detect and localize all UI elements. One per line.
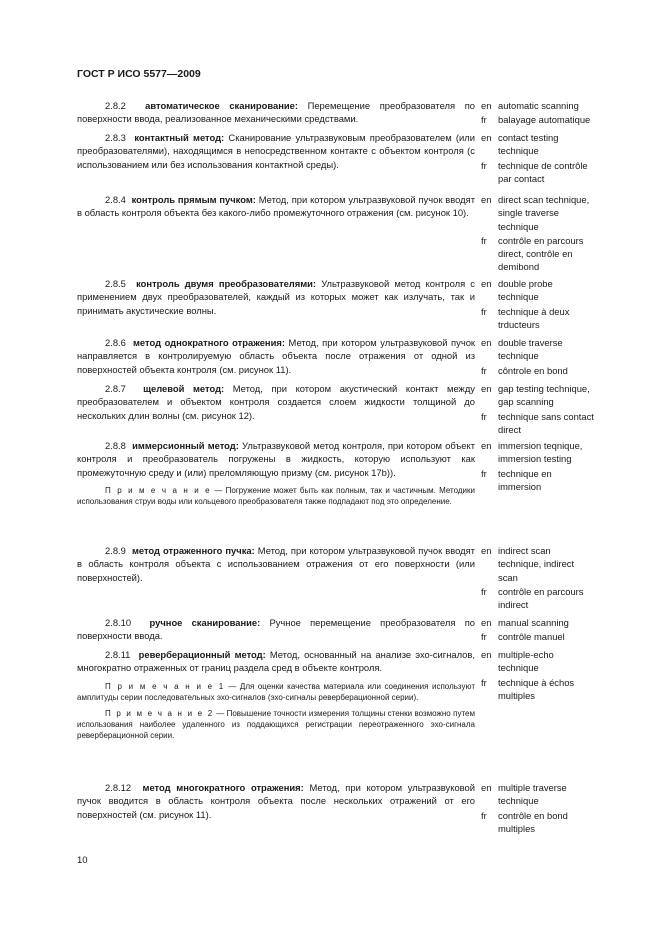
- entry-2-8-8: 2.8.8 иммерсионный метод: Ультразвуковой метод контроля, при котором объект контроля и преобразователь погружены в жидкость, которую используют как промежуточную среду и (или) преломляющую призму (см. рисунок 17b)). П р и м е ч а н и е — Погружение может быть как полным, так и частичным. Методики использования струи воды или кольцевого преобразователя также подпадают под это определение.: [77, 440, 475, 507]
- translations-2-8-2: en automatic scanning fr balayage automatique: [481, 100, 591, 126]
- term: ручное сканирование:: [149, 617, 261, 628]
- term: автоматическое сканирование:: [145, 100, 298, 111]
- entry-2-8-11: 2.8.11 реверберационный метод: Метод, основанный на анализе эхо-сигналов, многократно отраженных от границ раздела сред в объекте контроля. П р и м е ч а н и е 1 — Для оценки качества материала или соединения используют амплитуды серии последовательных эхо-сигналов (эхо-сигналы реверберационной серии). П р и м е ч а н и е 2 — Повышение точности измерения толщины стенки возможно путем использования наиболее удаленного из поддающихся регистрации переотраженного эхо-сигнала реверберационной серии.: [77, 649, 475, 741]
- entry-2-8-12: 2.8.12 метод многократного отражения: Метод, при котором ультразвуковой пучок вводится в область контроля объекта после нескольких отражений от его поверхностей (см. рисунок 11).: [77, 782, 475, 820]
- term: реверберационный метод:: [138, 649, 266, 660]
- entry-2-8-5: 2.8.5 контроль двумя преобразователями: Ультразвуковой метод контроля с применением двух преобразователей, каждый из которых может как излучать, так и принимать акустические волны.: [77, 278, 475, 316]
- entry-2-8-7: 2.8.7 щелевой метод: Метод, при котором акустический контакт между преобразователем и объектом контроля создается слоем жидкости толщиной до нескольких длин волны (см. рисунок 12).: [77, 383, 475, 421]
- translations-2-8-11: en multiple-echo technique fr technique à échos multiples: [481, 649, 575, 701]
- term: метод отраженного пучка:: [131, 545, 255, 556]
- term: иммерсионный метод:: [132, 440, 239, 451]
- translations-2-8-9: en indirect scan technique, indirect scan fr contrôle en parcours indirect: [481, 545, 584, 611]
- translations-2-8-5: en double probe technique fr technique à deux trducteurs: [481, 278, 570, 330]
- term: метод однократного отражения:: [132, 337, 285, 348]
- translations-2-8-7: en gap testing technique, gap scanning fr technique sans contact direct: [481, 383, 594, 435]
- entry-2-8-4: 2.8.4 контроль прямым пучком: Метод, при котором ультразвуковой пучок вводят в область контроля объекта без какого-либо промежуточного отражения (см. рисунок 10).: [77, 194, 475, 219]
- translations-2-8-12: en multiple traverse technique fr contrôle en bond multiples: [481, 782, 568, 834]
- note: П р и м е ч а н и е — Погружение может быть как полным, так и частичным. Методики использования струи воды или кольцевого преобразователя также подпадают под это определение.: [77, 485, 475, 507]
- document-header: ГОСТ Р ИСО 5577—2009: [77, 68, 201, 80]
- page-number: 10: [77, 855, 88, 866]
- entry-2-8-2: 2.8.2 автоматическое сканирование: Перемещение преобразователя по поверхности ввода, реализованное механическими средствами.: [77, 100, 475, 125]
- term: контроль прямым пучком:: [131, 194, 256, 205]
- translations-2-8-4: en direct scan technique, single traverse technique fr contrôle en parcours direct, contrôle en demibond: [481, 194, 590, 273]
- translations-2-8-10: en manual scanning fr contrôle manuel: [481, 617, 569, 643]
- entry-2-8-9: 2.8.9 метод отраженного пучка: Метод, при котором ультразвуковой пучок вводят в область контроля объекта с использованием отражения от его поверхности (или поверхностей).: [77, 545, 475, 583]
- term: щелевой метод:: [143, 383, 225, 394]
- term: контроль двумя преобразователями:: [136, 278, 317, 289]
- translations-2-8-8: en immersion teqnique, immersion testing fr technique en immersion: [481, 440, 583, 492]
- entry-2-8-3: 2.8.3 контактный метод: Сканирование ультразвуковым преобразователем (или преобразователями), находящимся в непосредственном контакте с объектом контроля (с использованием или без использования контактной среды).: [77, 132, 475, 170]
- term: метод многократного отражения:: [142, 782, 304, 793]
- translations-2-8-6: en double traverse technique fr côntrole en bond: [481, 337, 568, 376]
- entry-2-8-10: 2.8.10 ручное сканирование: Ручное перемещение преобразователя по поверхности ввода.: [77, 617, 475, 642]
- note-1: П р и м е ч а н и е 1 — Для оценки качества материала или соединения используют амплитуды серии последовательных эхо-сигналов (эхо-сигналы реверберационной серии).: [77, 681, 475, 702]
- entry-2-8-6: 2.8.6 метод однократного отражения: Метод, при котором ультразвуковой пучок направляется в контролируемую область объекта после отражения от одной из поверхностей объекта контроля (см. рисунок 11).: [77, 337, 476, 375]
- translations-2-8-3: en contact testing technique fr technique de contrôle par contact: [481, 132, 588, 184]
- note-2: П р и м е ч а н и е 2 — Повышение точности измерения толщины стенки возможно путем использования наиболее удаленного из поддающихся регистрации переотраженного эхо-сигнала реверберационной серии.: [77, 709, 475, 741]
- term: контактный метод:: [134, 132, 225, 143]
